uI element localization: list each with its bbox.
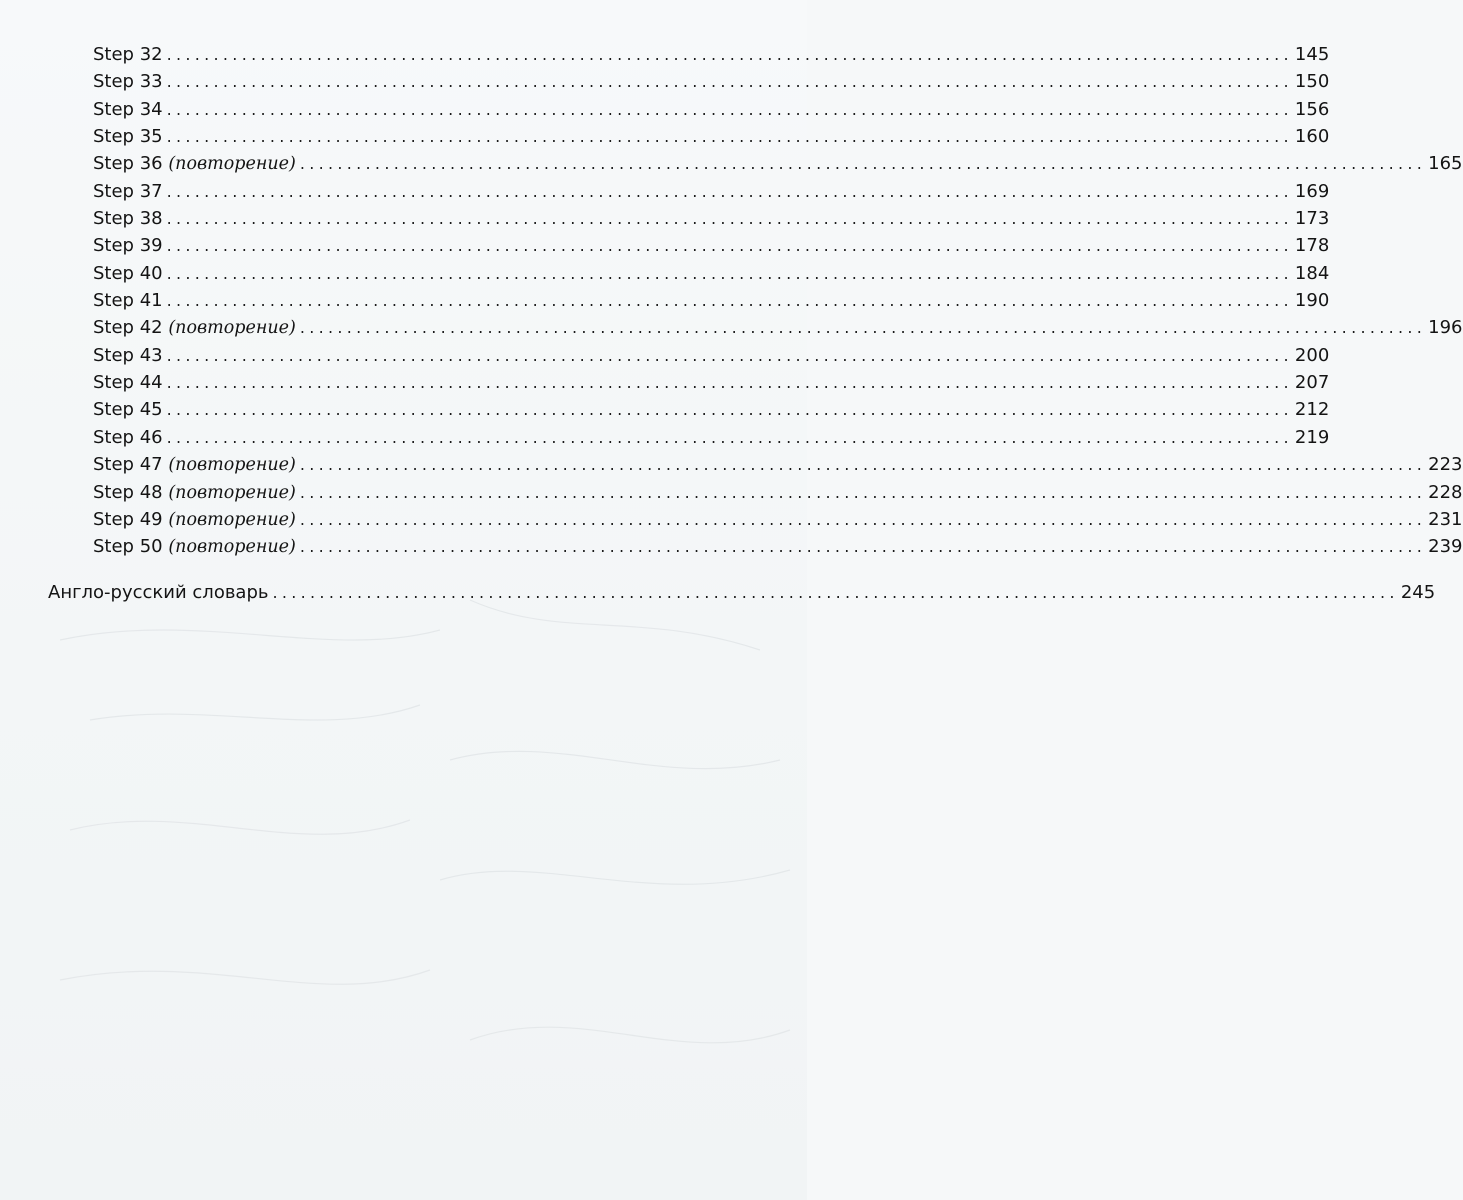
toc-entry-title bbox=[93, 68, 167, 95]
toc-review-note: (повторение) bbox=[168, 455, 296, 476]
toc-row[interactable] bbox=[93, 424, 1330, 451]
toc-step-label: Step 41 bbox=[93, 290, 163, 312]
toc-row[interactable] bbox=[93, 41, 1330, 68]
toc-step-label: Step 43 bbox=[93, 344, 163, 366]
toc-step-label: Step 50 bbox=[93, 536, 163, 558]
toc-leader-dots: ........................................................................................................................ bbox=[272, 583, 1399, 602]
toc-leader-dots: ........................................................................................................................ bbox=[299, 318, 1427, 338]
toc-page-number: 239 bbox=[1428, 536, 1463, 558]
toc-row[interactable] bbox=[93, 232, 1330, 259]
toc-page-number: 178 bbox=[1294, 235, 1330, 257]
toc-row[interactable] bbox=[93, 96, 1330, 123]
toc-entry-title bbox=[93, 123, 167, 150]
toc-entry-title bbox=[93, 314, 300, 342]
toc-entry-title bbox=[93, 369, 167, 396]
toc-page-number: 219 bbox=[1294, 426, 1330, 448]
toc-entry-title bbox=[93, 451, 300, 479]
toc-dictionary-title: Англо-русский словарь bbox=[48, 582, 269, 603]
toc-leader-dots: ........................................................................................................................ bbox=[166, 99, 1293, 119]
toc-page-number: 190 bbox=[1294, 290, 1330, 312]
toc-page-number: 231 bbox=[1428, 508, 1463, 530]
toc-step-label: Step 45 bbox=[93, 399, 163, 421]
toc-row[interactable] bbox=[93, 123, 1330, 150]
toc-row[interactable] bbox=[93, 506, 1463, 533]
toc-entry-title bbox=[93, 506, 300, 534]
toc-leader-dots: ........................................................................................................................ bbox=[166, 373, 1293, 393]
toc-page-number: 223 bbox=[1428, 454, 1463, 476]
toc-page-number: 165 bbox=[1428, 153, 1463, 175]
toc-row[interactable] bbox=[93, 287, 1330, 314]
toc-leader-dots: ........................................................................................................................ bbox=[166, 345, 1293, 365]
toc-row[interactable] bbox=[93, 260, 1330, 287]
toc-entry-title bbox=[93, 96, 167, 123]
toc-entry-title bbox=[93, 260, 167, 287]
toc-row[interactable] bbox=[93, 533, 1463, 560]
toc-page-number: 212 bbox=[1294, 399, 1330, 421]
toc-entry-title bbox=[93, 396, 167, 423]
toc-leader-dots: ........................................................................................................................ bbox=[299, 154, 1427, 174]
toc-leader-dots: ........................................................................................................................ bbox=[166, 181, 1293, 201]
toc-step-label: Step 46 bbox=[93, 426, 163, 448]
toc-entry-title bbox=[93, 342, 167, 369]
toc-leader-dots: ........................................................................................................................ bbox=[299, 509, 1427, 529]
toc-page-number: 150 bbox=[1294, 71, 1330, 93]
toc-entry-title bbox=[93, 150, 300, 178]
toc-row[interactable] bbox=[93, 150, 1463, 177]
toc-row[interactable] bbox=[93, 396, 1330, 423]
toc-step-label: Step 37 bbox=[93, 180, 163, 202]
toc-entry-title bbox=[93, 205, 167, 232]
toc-entry-title bbox=[93, 287, 167, 314]
toc-review-note: (повторение) bbox=[168, 154, 296, 175]
toc-row[interactable] bbox=[93, 178, 1330, 205]
toc-leader-dots: ........................................................................................................................ bbox=[166, 72, 1293, 92]
toc-page-number: 173 bbox=[1294, 208, 1330, 230]
toc-page-number: 207 bbox=[1294, 372, 1330, 394]
toc-step-label: Step 48 bbox=[93, 481, 163, 503]
toc-step-label: Step 32 bbox=[93, 44, 163, 65]
toc-entry-title bbox=[93, 232, 167, 259]
toc-row-dictionary[interactable] bbox=[48, 579, 1436, 606]
toc-step-label: Step 38 bbox=[93, 208, 163, 230]
toc-review-note: (повторение) bbox=[168, 482, 296, 503]
toc-step-label: Step 47 bbox=[93, 454, 163, 476]
toc-step-label: Step 36 bbox=[93, 153, 163, 175]
toc-leader-dots: ........................................................................................................................ bbox=[299, 537, 1427, 557]
toc-page-number: 145 bbox=[1294, 44, 1330, 65]
toc-leader-dots: ........................................................................................................................ bbox=[166, 427, 1293, 447]
toc-step-label: Step 42 bbox=[93, 317, 163, 339]
toc-row[interactable] bbox=[93, 369, 1330, 396]
toc-leader-dots: ........................................................................................................................ bbox=[166, 291, 1293, 311]
toc-step-label: Step 35 bbox=[93, 126, 163, 148]
toc-step-label: Step 39 bbox=[93, 235, 163, 257]
toc-row[interactable] bbox=[93, 479, 1463, 506]
toc-review-note: (повторение) bbox=[168, 537, 296, 558]
toc-row[interactable] bbox=[93, 205, 1330, 232]
toc-entry-title bbox=[93, 424, 167, 451]
toc-leader-dots: ........................................................................................................................ bbox=[166, 400, 1293, 420]
toc-step-label: Step 34 bbox=[93, 98, 163, 120]
toc-page-number: 160 bbox=[1294, 126, 1330, 148]
toc-step-label: Step 44 bbox=[93, 372, 163, 394]
toc-page-number: 228 bbox=[1428, 481, 1463, 503]
toc-entry-title bbox=[93, 41, 167, 68]
toc-dictionary-page: 245 bbox=[1400, 582, 1436, 603]
toc-page-number: 184 bbox=[1294, 262, 1330, 284]
toc-entry-title bbox=[93, 178, 167, 205]
toc-leader-dots: ........................................................................................................................ bbox=[166, 45, 1293, 64]
toc-leader-dots: ........................................................................................................................ bbox=[166, 209, 1293, 229]
toc-step-label: Step 40 bbox=[93, 262, 163, 284]
toc-page-number: 200 bbox=[1294, 344, 1330, 366]
table-of-contents bbox=[93, 41, 1463, 561]
toc-step-label: Step 33 bbox=[93, 71, 163, 93]
toc-leader-dots: ........................................................................................................................ bbox=[299, 455, 1427, 475]
toc-review-note: (повторение) bbox=[168, 318, 296, 339]
toc-leader-dots: ........................................................................................................................ bbox=[299, 482, 1427, 502]
toc-row[interactable] bbox=[93, 314, 1463, 341]
toc-entry-title bbox=[93, 479, 300, 507]
toc-step-label: Step 49 bbox=[93, 508, 163, 530]
toc-review-note: (повторение) bbox=[168, 509, 296, 530]
toc-page-number: 169 bbox=[1294, 180, 1330, 202]
toc-page-number: 196 bbox=[1428, 317, 1463, 339]
toc-leader-dots: ........................................................................................................................ bbox=[166, 236, 1293, 256]
toc-leader-dots: ........................................................................................................................ bbox=[166, 127, 1293, 147]
toc-page-number: 156 bbox=[1294, 98, 1330, 120]
toc-row[interactable] bbox=[93, 68, 1330, 95]
toc-entry-title bbox=[93, 533, 300, 561]
toc-row[interactable] bbox=[93, 342, 1330, 369]
toc-leader-dots: ........................................................................................................................ bbox=[166, 263, 1293, 283]
toc-row[interactable] bbox=[93, 451, 1463, 478]
